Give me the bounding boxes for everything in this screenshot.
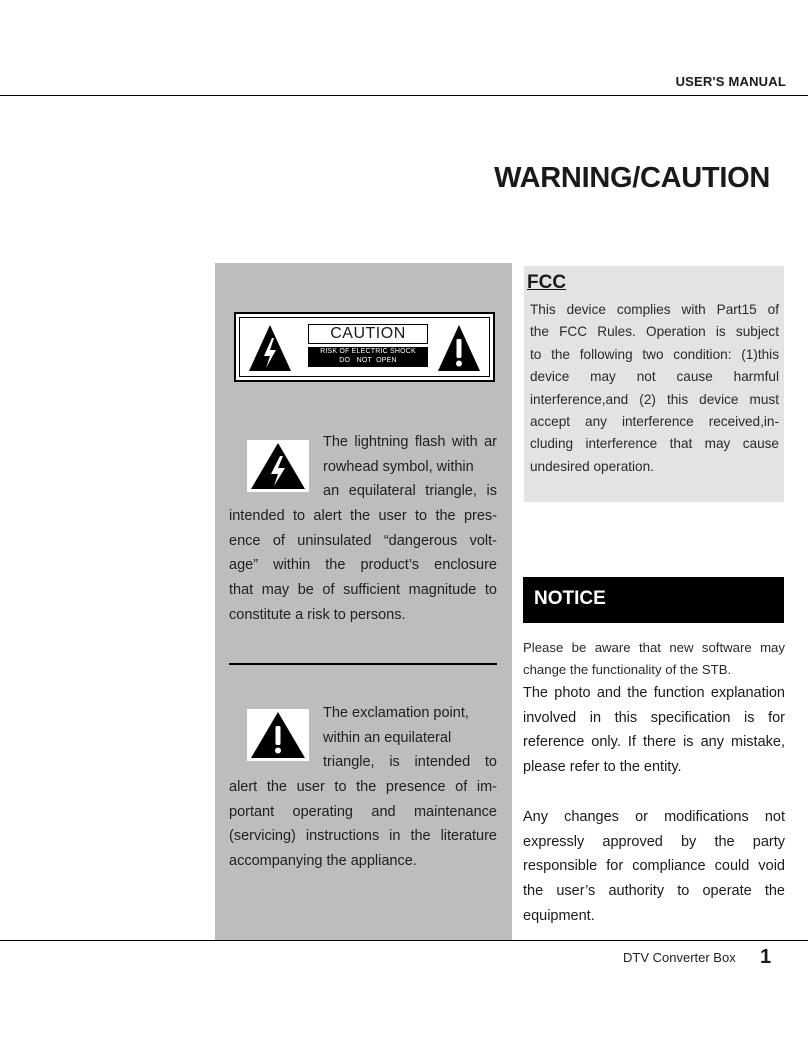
- text-line: accompanying the appliance.: [229, 853, 417, 870]
- page-title: WARNING/CAUTION: [494, 162, 770, 194]
- caution-line-2: DO NOT OPEN: [339, 356, 397, 364]
- text-line: triangle, is intended to: [323, 754, 497, 771]
- text-line: age” within the product’s enclosure: [229, 557, 497, 574]
- notice-modification-text: [523, 805, 785, 929]
- lightning-triangle-icon: [247, 440, 309, 492]
- text-line: accept any interference received,in-: [530, 414, 779, 430]
- lightning-warning-icon: [246, 322, 294, 374]
- text-line: change the functionality of the STB.: [523, 662, 732, 677]
- text-line: Any changes or modifications not: [523, 809, 785, 825]
- text-line: an equilateral triangle, is: [323, 483, 497, 500]
- text-line: responsible for compliance could void: [523, 858, 785, 875]
- text-line: constitute a risk to persons.: [229, 606, 406, 623]
- footer-product-label: DTV Converter Box: [623, 950, 736, 965]
- text-line: portant operating and maintenance: [229, 803, 497, 820]
- section-divider: [229, 663, 497, 665]
- caution-strip: [308, 347, 428, 367]
- text-line: ence of uninsulated “dangerous volt-: [229, 532, 497, 549]
- text-line: within an equilateral: [323, 729, 452, 746]
- notice-title: NOTICE: [534, 588, 606, 609]
- text-line: cluding interference that may cause: [530, 436, 779, 452]
- text-line: The photo and the function explanation: [523, 685, 785, 701]
- header-rule: [0, 95, 808, 96]
- text-line: please refer to the entity.: [523, 759, 682, 776]
- text-line: that may be of sufficient magnitude to: [229, 582, 497, 599]
- text-line: The exclamation point,: [323, 705, 469, 721]
- caution-text-block: [308, 324, 428, 367]
- text-line: undesired operation.: [530, 458, 654, 474]
- footer-rule: [0, 940, 808, 941]
- fcc-text: [530, 299, 779, 478]
- text-line: involved in this specification is for: [523, 709, 785, 726]
- notice-heading-bar: [523, 577, 784, 623]
- exclamation-triangle-icon: [247, 709, 309, 761]
- lightning-text-top: [323, 430, 497, 504]
- text-line: (servicing) instructions in the literature: [229, 828, 497, 845]
- text-line: The lightning flash with ar: [323, 434, 497, 450]
- exclamation-warning-icon: [435, 322, 483, 374]
- text-line: equipment.: [523, 907, 595, 924]
- lightning-text-body: [229, 504, 497, 628]
- text-line: expressly approved by the party: [523, 833, 785, 850]
- text-line: the FCC Rules. Operation is subject: [530, 324, 779, 340]
- text-line: the user’s authority to operate the: [523, 883, 785, 900]
- text-line: reference only. If there is any mistake,: [523, 734, 785, 751]
- exclamation-symbol-box: [247, 709, 309, 761]
- text-line: rowhead symbol, within: [323, 458, 474, 475]
- text-line: Please be aware that new software may: [523, 640, 785, 655]
- exclamation-text-top: [323, 701, 497, 775]
- caution-label: [234, 312, 495, 382]
- text-line: device may not cause harmful: [530, 369, 779, 385]
- caution-line-1: RISK OF ELECTRIC SHOCK: [320, 348, 416, 355]
- text-line: to the following two condition: (1)this: [530, 346, 779, 362]
- fcc-title: FCC: [527, 272, 567, 293]
- notice-reference-text: [523, 681, 785, 780]
- exclamation-text-body: [229, 775, 497, 874]
- text-line: This device complies with Part15 of: [530, 302, 779, 317]
- page-number: 1: [760, 946, 772, 968]
- text-line: alert the user to the presence of im-: [229, 779, 497, 795]
- manual-label: USER'S MANUAL: [675, 74, 786, 89]
- lightning-symbol-box: [247, 440, 309, 492]
- text-line: interference,and (2) this device must: [530, 391, 779, 407]
- caution-word: CAUTION: [308, 324, 428, 344]
- text-line: intended to alert the user to the pres-: [229, 508, 497, 524]
- notice-software-text: [523, 637, 785, 681]
